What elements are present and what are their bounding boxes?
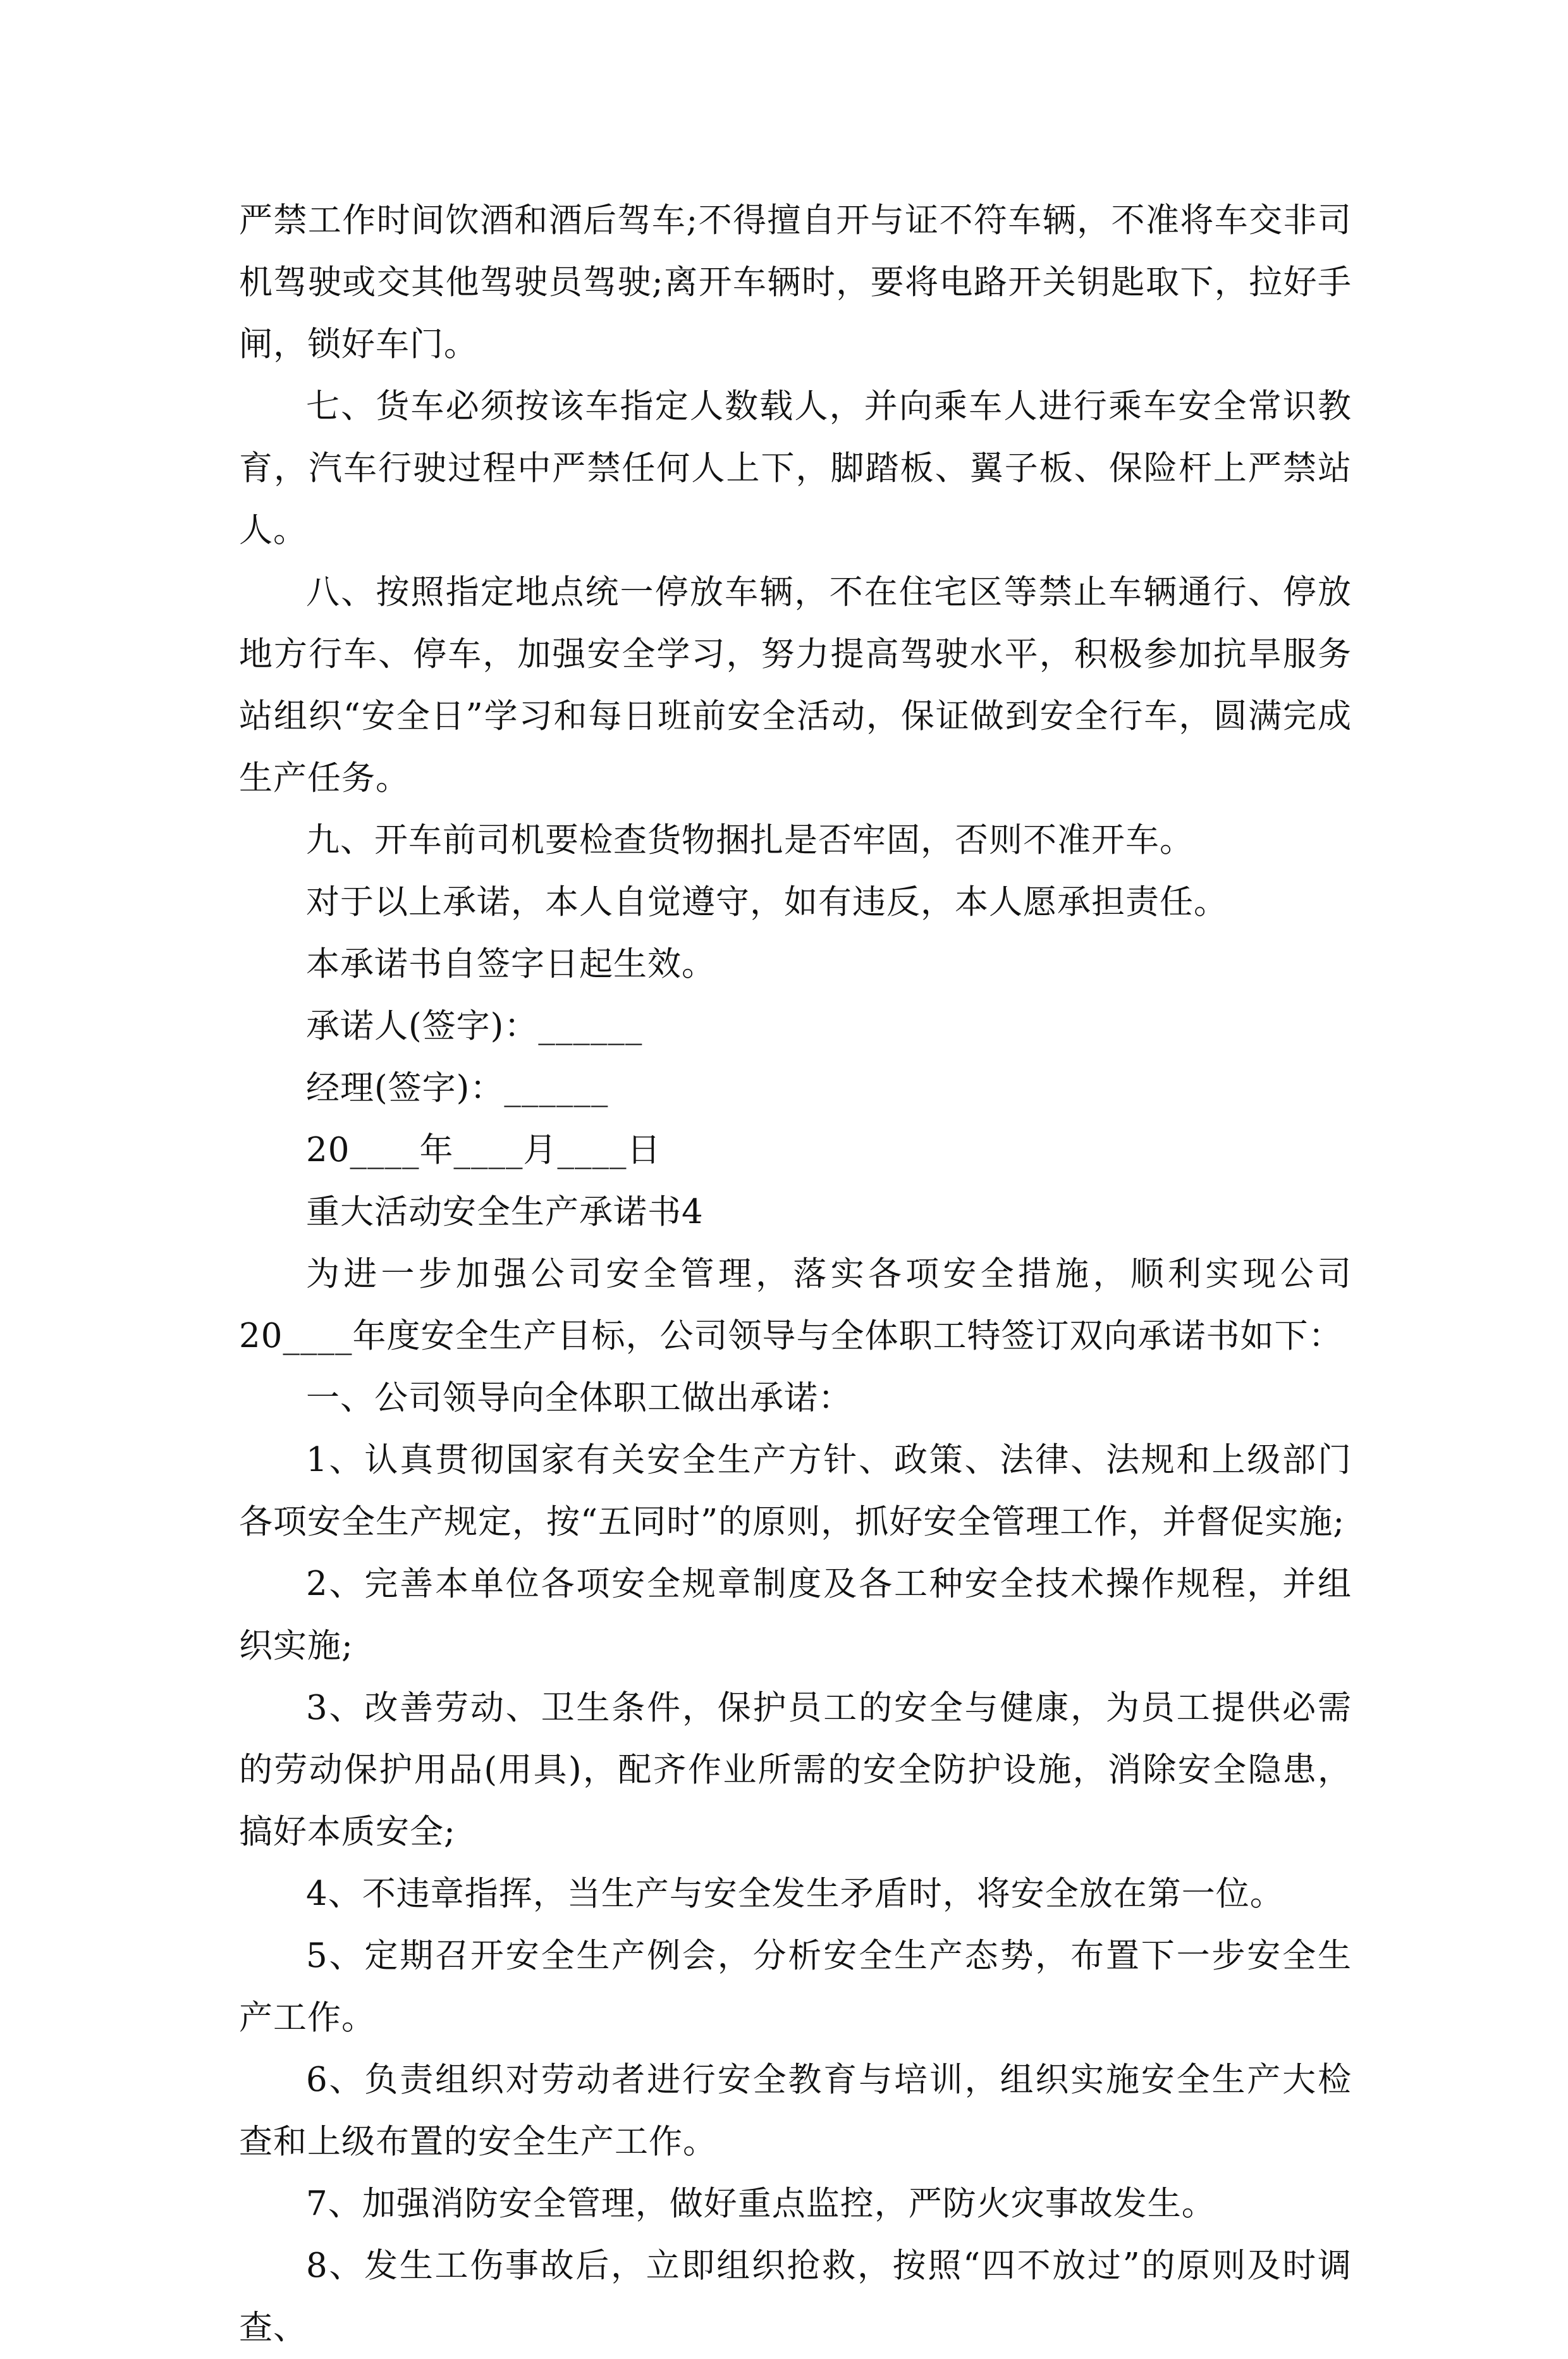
paragraph-driving-rules-continued: 严禁工作时间饮酒和酒后驾车;不得擅自开与证不符车辆，不准将车交非司机驾驶或交其他驾驶员驾驶;离开车辆时，要将电路开关钥匙取下，拉好手闸，锁好车门。 xyxy=(239,201,1352,364)
list-item-1: 1、认真贯彻国家有关安全生产方针、政策、法律、法规和上级部门各项安全生产规定，按“五同时”的原则，抓好安全管理工作，并督促实施; xyxy=(239,1441,1352,1541)
list-item-7: 7、加强消防安全管理，做好重点监控，严防火灾事故发生。 xyxy=(306,2184,1216,2223)
list-item-3: 3、改善劳动、卫生条件，保护员工的安全与健康，为员工提供必需的劳动保护用品(用具)，配齐作业所需的安全防护设施，消除安全隐患，搞好本质安全; xyxy=(239,1689,1352,1851)
document-body xyxy=(239,190,1352,2359)
date-line: 20____年____月____日 xyxy=(306,1131,661,1169)
paragraph-item-7: 七、货车必须按该车指定人数载人，并向乘车人进行乘车安全常识教育，汽车行驶过程中严禁任何人上下，脚踏板、翼子板、保险杆上严禁站人。 xyxy=(239,387,1352,550)
list-item-5: 5、定期召开安全生产例会，分析安全生产态势，布置下一步安全生产工作。 xyxy=(239,1937,1352,2037)
paragraph-compliance-statement: 对于以上承诺，本人自觉遵守，如有违反，本人愿承担责任。 xyxy=(306,883,1228,921)
list-item-8: 8、发生工伤事故后，立即组织抢救，按照“四不放过”的原则及时调查、 xyxy=(239,2246,1352,2347)
list-item-6: 6、负责组织对劳动者进行安全教育与培训，组织实施安全生产大检查和上级布置的安全生产工作。 xyxy=(239,2060,1352,2161)
paragraph-effective-date: 本承诺书自签字日起生效。 xyxy=(306,945,716,983)
paragraph-item-9: 九、开车前司机要检查货物捆扎是否牢固，否则不准开车。 xyxy=(306,821,1194,859)
signature-line-manager: 经理(签字)：______ xyxy=(306,1069,609,1107)
paragraph-intro: 为进一步加强公司安全管理，落实各项安全措施，顺利实现公司20____年度安全生产目标，公司领导与全体职工特签订双向承诺书如下： xyxy=(239,1255,1352,1355)
list-item-4: 4、不违章指挥，当生产与安全发生矛盾时，将安全放在第一位。 xyxy=(306,1875,1284,1913)
list-item-2: 2、完善本单位各项安全规章制度及各工种安全技术操作规程，并组织实施; xyxy=(239,1565,1352,1665)
paragraph-leadership-heading: 一、公司领导向全体职工做出承诺： xyxy=(306,1379,852,1417)
section-title: 重大活动安全生产承诺书4 xyxy=(306,1193,704,1231)
signature-line-promiser: 承诺人(签字)：______ xyxy=(306,1007,643,1045)
paragraph-item-8: 八、按照指定地点统一停放车辆，不在住宅区等禁止车辆通行、停放地方行车、停车，加强安全学习，努力提高驾驶水平，积极参加抗旱服务站组织“安全日”学习和每日班前安全活动，保证做到安全行车，圆满完成生产任务。 xyxy=(239,573,1352,798)
